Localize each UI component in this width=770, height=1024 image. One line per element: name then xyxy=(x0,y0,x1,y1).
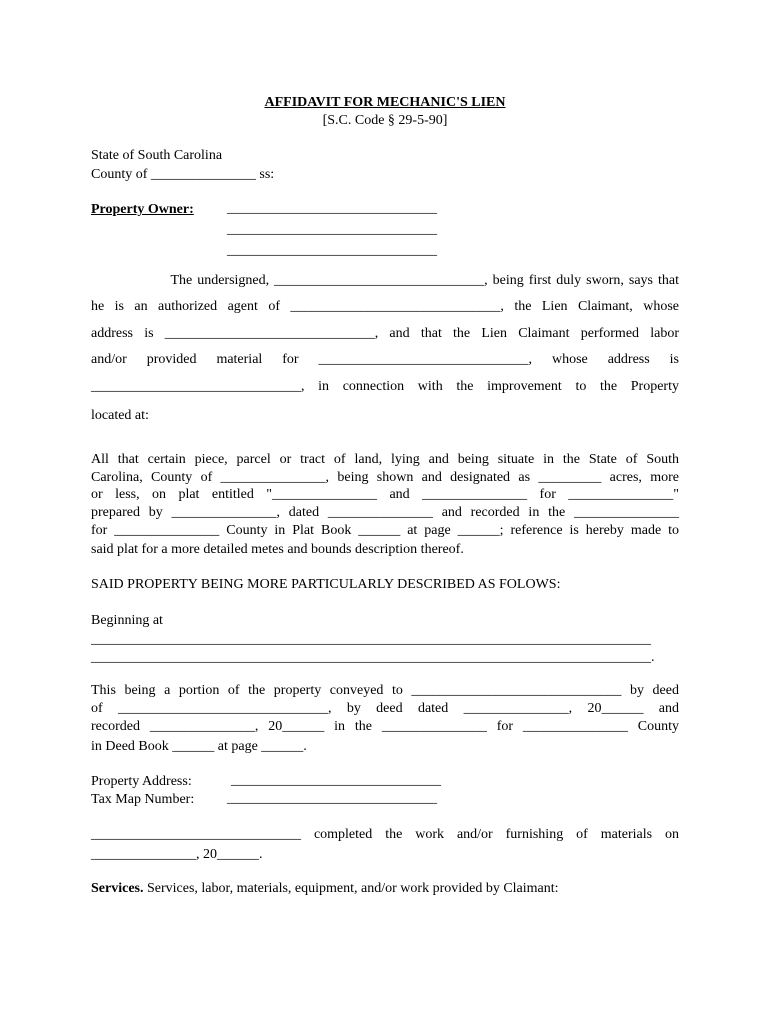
affiant-line-1 xyxy=(136,273,679,289)
deed-line-2: of ______________________________, by deed dated _______________, 20______ and xyxy=(91,701,679,716)
venue-county: County of _______________ ss: xyxy=(91,167,275,182)
completion-line-1: ______________________________ completed the work and/or furnishing of materials on xyxy=(91,827,679,842)
deed-line-4: in Deed Book ______ at page ______. xyxy=(91,739,307,754)
land-line-2: Carolina, County of _______________, being shown and designated as _________ acres, more xyxy=(91,470,679,485)
property-owner-line-3: ______________________________ xyxy=(227,243,437,258)
land-line-4: prepared by _______________, dated _______________ and recorded in the _______________ xyxy=(91,505,679,520)
affiant-line-5: ______________________________, in connection with the improvement to the Property xyxy=(91,379,679,394)
description-line-2: ________________________________________________________________________________. xyxy=(91,650,655,665)
described-heading: SAID PROPERTY BEING MORE PARTICULARLY DESCRIBED AS FOLOWS: xyxy=(91,577,561,592)
venue-state: State of South Carolina xyxy=(91,148,223,163)
property-owner-line-2: ______________________________ xyxy=(227,222,437,237)
services-paragraph xyxy=(91,880,559,897)
beginning-label: Beginning at xyxy=(91,613,163,628)
tax-map-label: Tax Map Number: xyxy=(91,792,195,807)
services-label: Services. xyxy=(91,881,144,896)
description-line-1: ________________________________________________________________________________ xyxy=(91,632,651,647)
property-owner-label: Property Owner: xyxy=(91,202,194,217)
affiant-line-3: address is ______________________________, and that the Lien Claimant performed labor xyxy=(91,326,679,341)
statute-citation: [S.C. Code § 29-5-90] xyxy=(322,113,448,128)
property-address-label: Property Address: xyxy=(91,774,192,789)
land-line-1: All that certain piece, parcel or tract of land, lying and being situate in the State of South xyxy=(91,452,679,467)
affiant-line-6: located at: xyxy=(91,408,149,423)
tax-map-line: ______________________________ xyxy=(227,791,437,806)
deed-line-3: recorded _______________, 20______ in the _______________ for _______________ County xyxy=(91,719,679,734)
property-owner-line-1: ______________________________ xyxy=(227,201,437,216)
land-line-6: said plat for a more detailed metes and bounds description thereof. xyxy=(91,542,464,557)
affiant-line-4: and/or provided material for ______________________________, whose address is xyxy=(91,352,679,367)
land-line-3: or less, on plat entitled "_______________ and _______________ for _______________" xyxy=(91,487,679,502)
completion-line-2: _______________, 20______. xyxy=(91,847,263,862)
deed-line-1: This being a portion of the property conveyed to ______________________________ by deed xyxy=(91,683,679,698)
property-address-line: ______________________________ xyxy=(231,773,441,788)
document-title: AFFIDAVIT FOR MECHANIC'S LIEN xyxy=(264,95,506,110)
affiant-text-1: The undersigned, ______________________________, being first duly sworn, says that xyxy=(170,273,679,288)
land-line-5: for _______________ County in Plat Book ______ at page ______; reference is hereby made to xyxy=(91,523,679,538)
services-text: Services, labor, materials, equipment, and/or work provided by Claimant: xyxy=(143,881,559,896)
affiant-line-2: he is an authorized agent of ______________________________, the Lien Claimant, whose xyxy=(91,299,679,314)
